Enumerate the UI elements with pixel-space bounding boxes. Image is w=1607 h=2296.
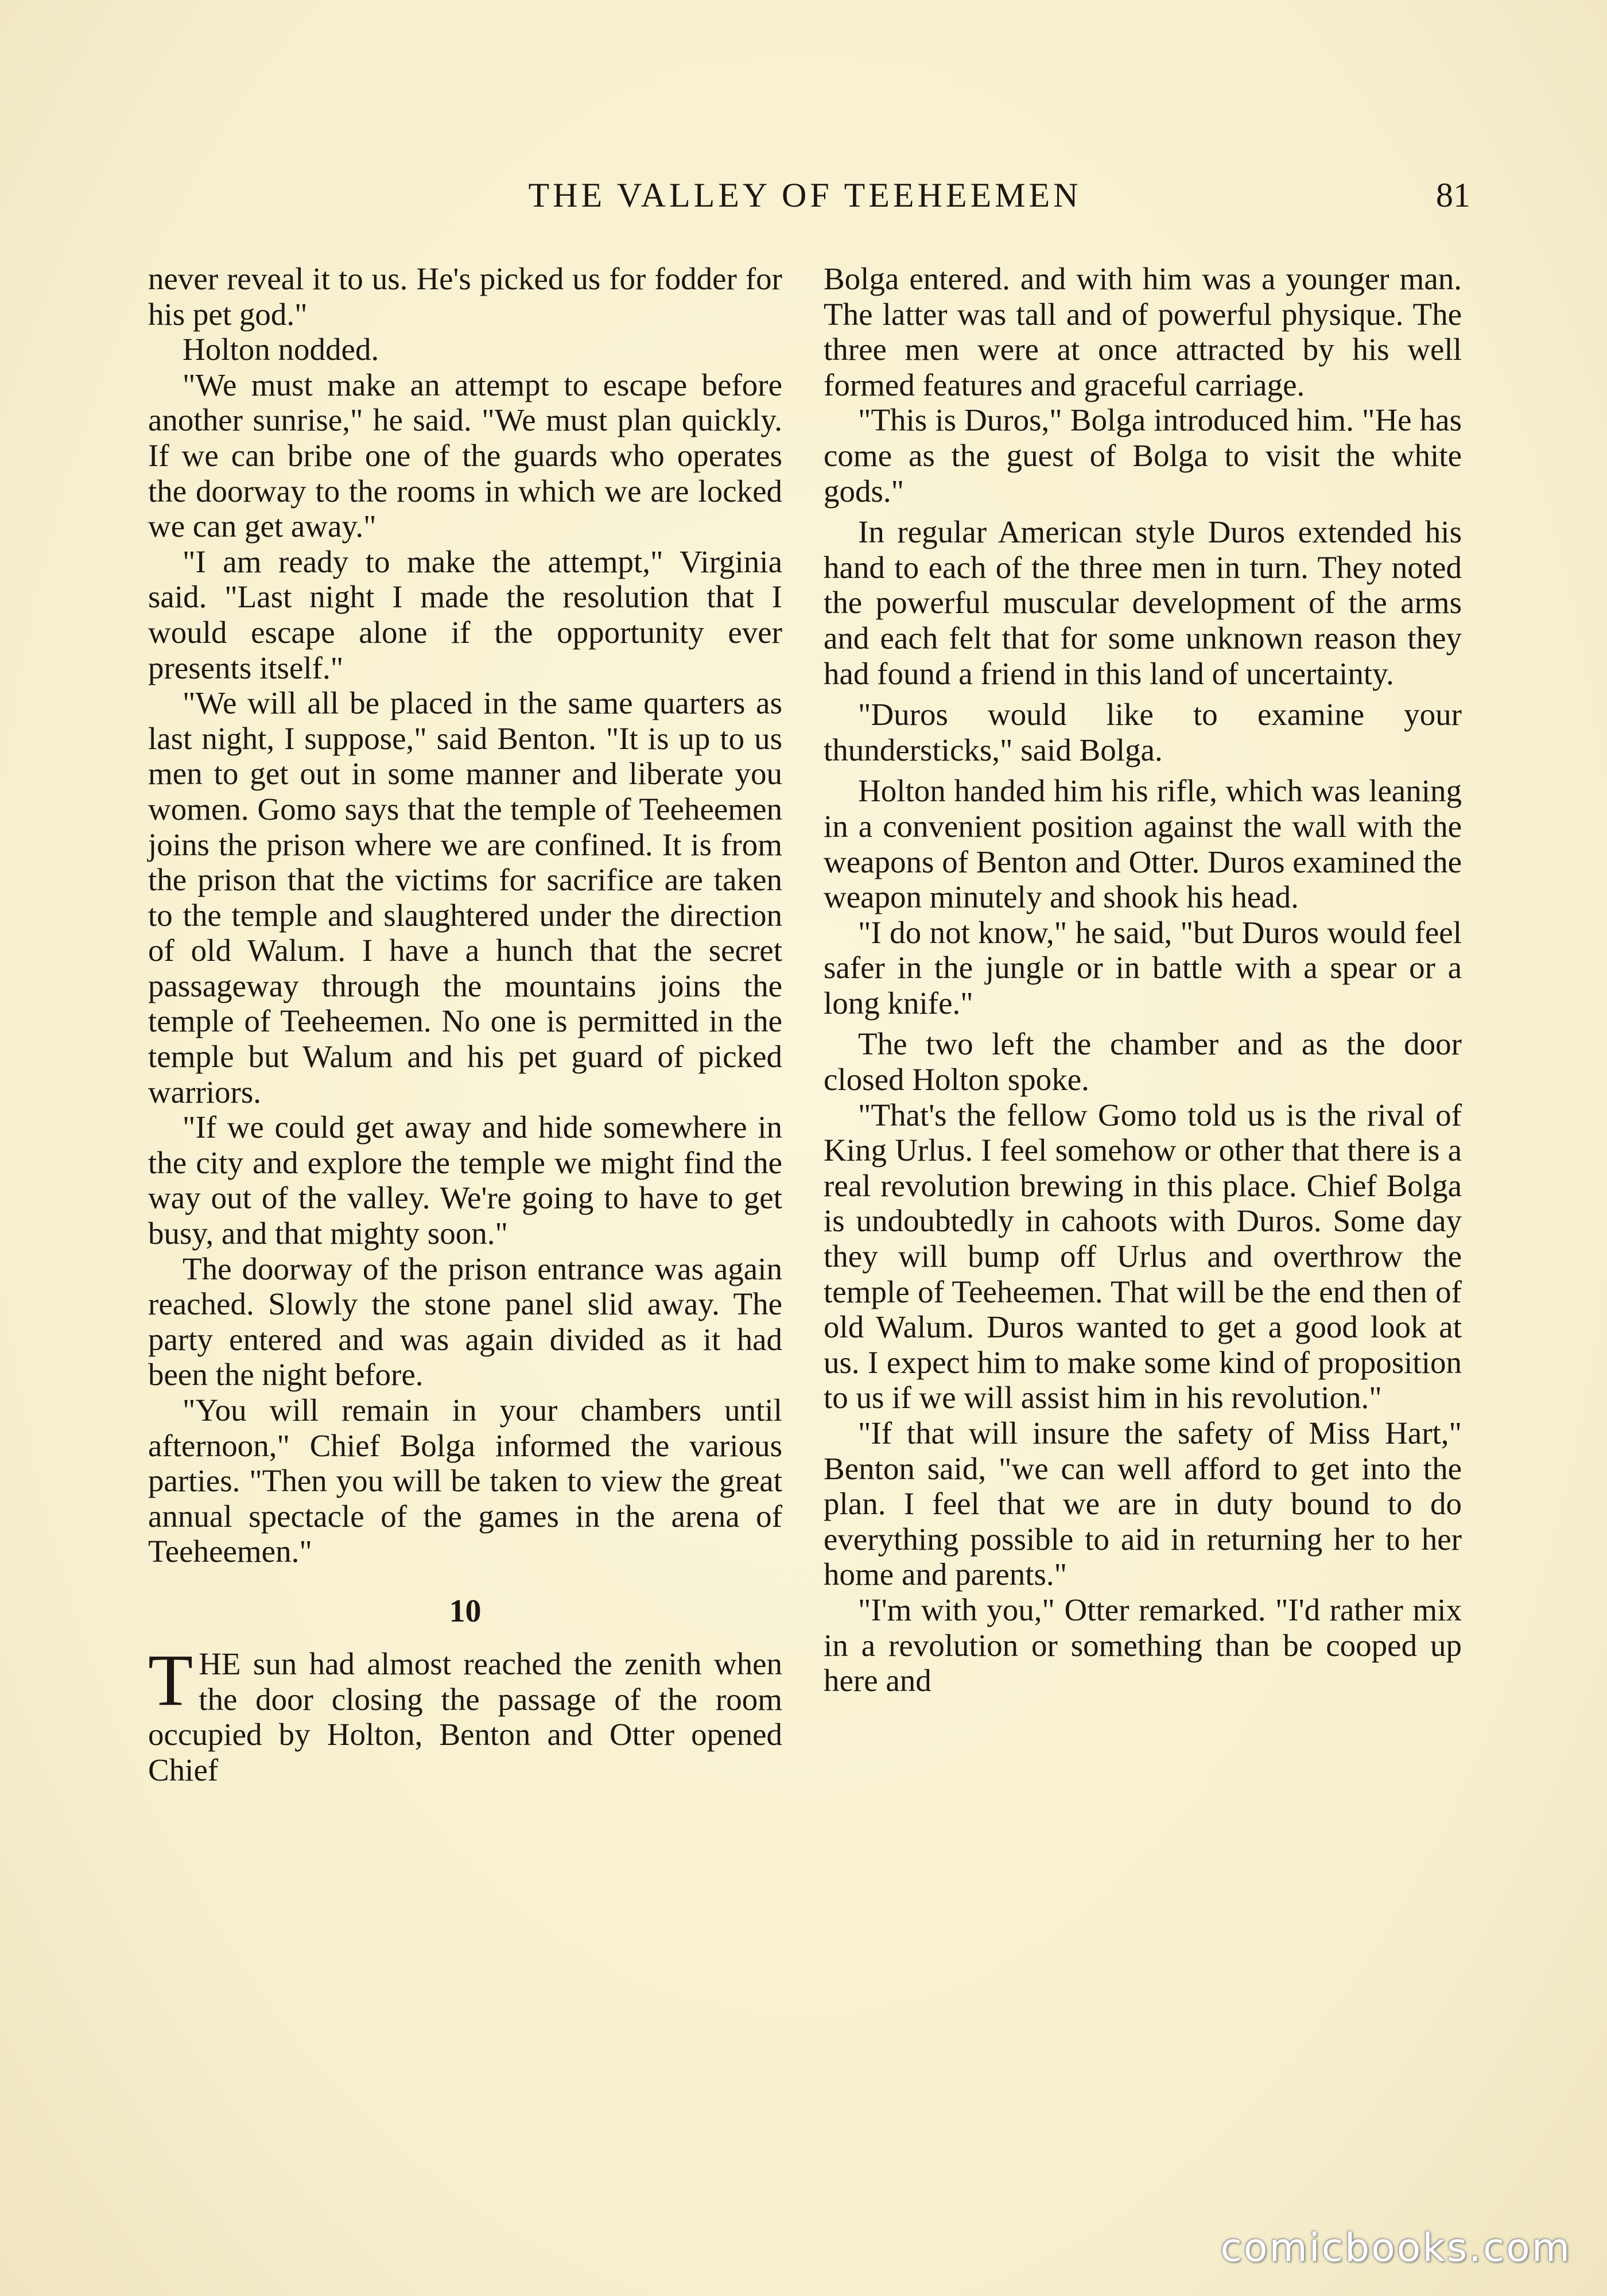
watermark-logo: comicbooks.com — [1220, 2225, 1571, 2271]
paragraph: "We must make an attempt to escape before another sunrise," he said. "We must plan quickly. If we can bribe one of the guards who operates the doorway to the rooms in which we are locked we can get away." — [148, 367, 782, 544]
paragraph: "If that will insure the safety of Miss Hart," Benton said, "we can well afford to get into the plan. I feel that we are in duty bound to do everything possible to aid in returning her to her home and parents." — [824, 1415, 1462, 1592]
paragraph: "I am ready to make the attempt," Virginia said. "Last night I made the resolution that I would escape alone if the opportunity ever presents itself." — [148, 544, 782, 685]
paragraph: "We will all be placed in the same quarters as last night, I suppose," said Benton. "It is up to us men to get out in some manner and liberate you women. Gomo says that the temple of Teeheemen joins the prison where we are confined. It is from the prison that the victims for sacrifice are taken to the temple and slaughtered under the direction of old Walum. I have a hunch that the secret passageway through the mountains joins the temple of Teeheemen. No one is permitted in the temple but Walum and his pet guard of picked warriors. — [148, 685, 782, 1110]
right-column — [824, 261, 1462, 1698]
drop-cap: T — [148, 1639, 193, 1721]
paragraph: "I'm with you," Otter remarked. "I'd rather mix in a revolution or something than be cooped up here and — [824, 1592, 1462, 1698]
paragraph: The doorway of the prison entrance was again reached. Slowly the stone panel slid away. The party entered and was again divided as it had been the night before. — [148, 1251, 782, 1393]
paragraph: In regular American style Duros extended his hand to each of the three men in turn. They noted the powerful muscular development of the arms and each felt that for some unknown reason they had found a friend in this land of uncertainty. — [824, 514, 1462, 691]
chapter-number: 10 — [449, 1593, 482, 1629]
running-title: THE VALLEY OF TEEHEEMEN — [528, 176, 1082, 214]
paragraph: "I do not know," he said, "but Duros would feel safer in the jungle or in battle with a spear or a long knife." — [824, 914, 1462, 1021]
left-column — [148, 261, 782, 1787]
paragraph: Bolga entered. and with him was a younger man. The latter was tall and of powerful physique. The three men were at once attracted by his well formed features and graceful carriage. — [824, 261, 1462, 402]
chapter-opening-paragraph — [148, 1639, 782, 1787]
paragraph: "That's the fellow Gomo told us is the rival of King Urlus. I feel somehow or other that there is a real revolution brewing in this place. Chief Bolga is undoubtedly in cahoots with Duros. Some day they will bump off Urlus and overthrow the temple of Teeheemen. That will be the end then of old Walum. Duros wanted to get a good look at us. I expect him to make some kind of proposition to us if we will assist him in his revolution." — [824, 1097, 1462, 1415]
chapter-opening-text: HE sun had almost reached the zenith when the door closing the passage of the room occupied by Holton, Benton and Otter opened Chief — [148, 1646, 782, 1787]
paragraph: never reveal it to us. He's picked us for fodder for his pet god." — [148, 261, 782, 332]
page-number: 81 — [1436, 176, 1470, 214]
paragraph: Holton handed him his rifle, which was leaning in a convenient position against the wall with the weapons of Benton and Otter. Duros examined the weapon minutely and shook his head. — [824, 773, 1462, 915]
paragraph: "You will remain in your chambers until afternoon," Chief Bolga informed the various parties. "Then you will be taken to view the great annual spectacle of the games in the arena of Teeheemen." — [148, 1393, 782, 1569]
paragraph: "Duros would like to examine your thundersticks," said Bolga. — [824, 697, 1462, 767]
paragraph: "This is Duros," Bolga introduced him. "He has come as the guest of Bolga to visit the white gods." — [824, 402, 1462, 509]
page-header — [146, 172, 1470, 218]
paragraph: The two left the chamber and as the door closed Holton spoke. — [824, 1026, 1462, 1097]
paragraph: "If we could get away and hide somewhere in the city and explore the temple we might find the way out of the valley. We're going to have to get busy, and that mighty soon." — [148, 1110, 782, 1251]
paragraph: Holton nodded. — [183, 332, 379, 367]
